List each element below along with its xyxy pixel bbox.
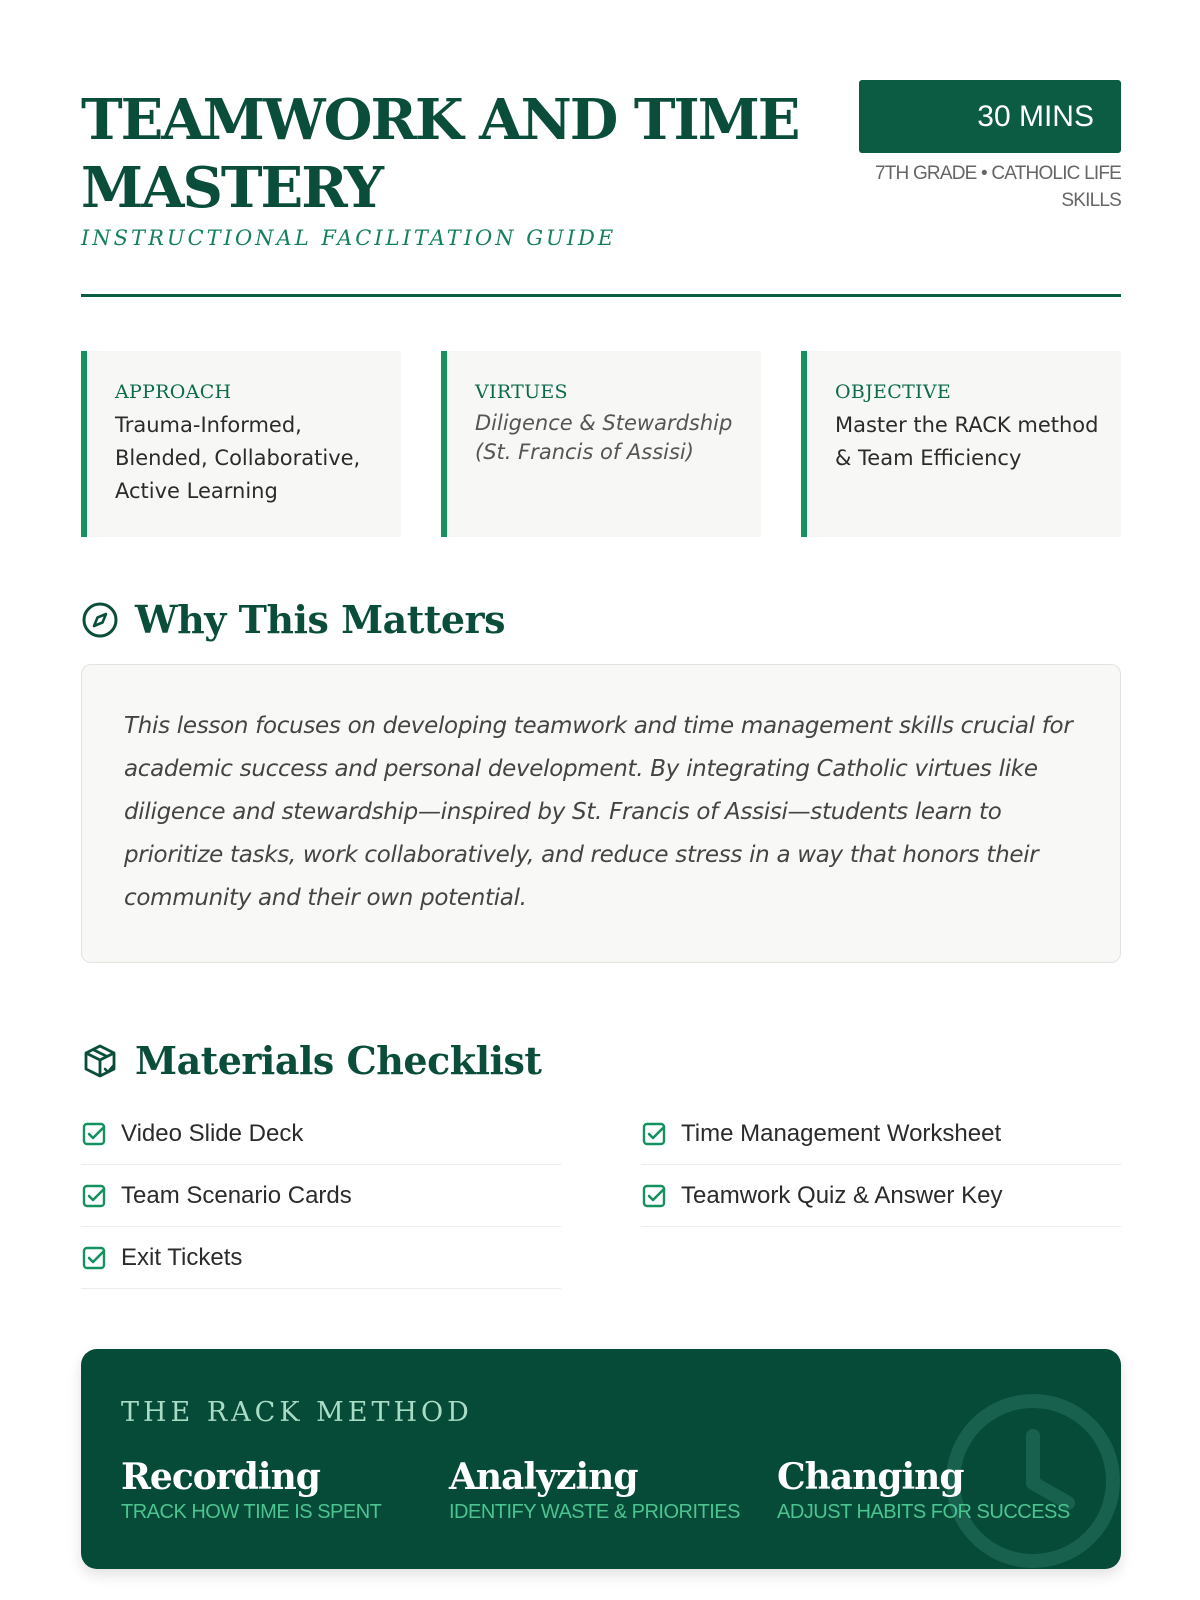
card-text: Trauma-Informed, Blended, Collaborative, Active Learning (115, 413, 361, 503)
checklist-item[interactable] (81, 1165, 561, 1227)
materials-checklist (81, 1103, 1121, 1289)
rack-steps (121, 1455, 1105, 1524)
checkbox-checked-icon (81, 1245, 107, 1271)
checkbox-checked-icon (81, 1183, 107, 1209)
why-section-heading (81, 597, 505, 642)
card-label: APPROACH (115, 381, 232, 403)
checklist-item[interactable] (81, 1227, 561, 1289)
checklist-item-label: Teamwork Quiz & Answer Key (681, 1181, 1003, 1209)
page-header (81, 80, 1121, 298)
header-divider (81, 294, 1121, 297)
checklist-item[interactable] (641, 1103, 1121, 1165)
duration-badge: 30 MINS (859, 80, 1121, 153)
objective-card (801, 351, 1121, 537)
section-title: Materials Checklist (135, 1038, 542, 1083)
why-this-matters-box (81, 664, 1121, 963)
checklist-item[interactable] (641, 1165, 1121, 1227)
checkbox-checked-icon (81, 1121, 107, 1147)
card-text: Master the RACK method & Team Efficiency (835, 413, 1099, 470)
checkbox-checked-icon (641, 1183, 667, 1209)
card-label: VIRTUES (475, 381, 568, 403)
card-text: Diligence & Stewardship (St. Francis of Assisi) (475, 411, 733, 464)
package-icon (81, 1042, 119, 1080)
rack-step-recording (121, 1455, 449, 1524)
page-subtitle: INSTRUCTIONAL FACILITATION GUIDE (81, 226, 617, 250)
info-cards (81, 351, 1121, 537)
checklist-item[interactable] (81, 1103, 561, 1165)
checklist-item-label: Team Scenario Cards (121, 1181, 352, 1209)
rack-step-analyzing (449, 1455, 777, 1524)
compass-icon (81, 601, 119, 639)
rack-title: THE RACK METHOD (121, 1397, 473, 1428)
checklist-item-label: Time Management Worksheet (681, 1119, 1002, 1147)
rack-step-title: Recording (121, 1456, 320, 1498)
materials-section-heading (81, 1038, 541, 1083)
rack-step-desc: IDENTIFY WASTE & PRIORITIES (449, 1501, 740, 1523)
checkbox-checked-icon (641, 1121, 667, 1147)
rack-step-desc: ADJUST HABITS FOR SUCCESS (777, 1501, 1070, 1523)
rack-step-title: Changing (777, 1456, 964, 1498)
page-title: TEAMWORK AND TIME MASTERY (81, 87, 799, 221)
section-title: Why This Matters (135, 597, 505, 642)
card-label: OBJECTIVE (835, 381, 952, 403)
rack-step-desc: TRACK HOW TIME IS SPENT (121, 1501, 382, 1523)
why-this-matters-text: This lesson focuses on developing teamwork and time management skills crucial for academic success and personal development. By integrating Catholic virtues like diligence and stewardship—inspired by St. Francis of Assisi—students learn to prioritize tasks, work collaboratively, and reduce stress in a way that honors their community and their own potential. (124, 713, 1073, 911)
approach-card (81, 351, 401, 537)
checklist-item-label: Video Slide Deck (121, 1119, 304, 1147)
rack-step-changing (777, 1455, 1105, 1524)
rack-method-panel (81, 1349, 1121, 1569)
virtues-card (441, 351, 761, 537)
grade-label: 7TH GRADE • CATHOLIC LIFE SKILLS (874, 163, 1121, 211)
rack-step-title: Analyzing (449, 1456, 638, 1498)
checklist-item-label: Exit Tickets (121, 1243, 243, 1271)
